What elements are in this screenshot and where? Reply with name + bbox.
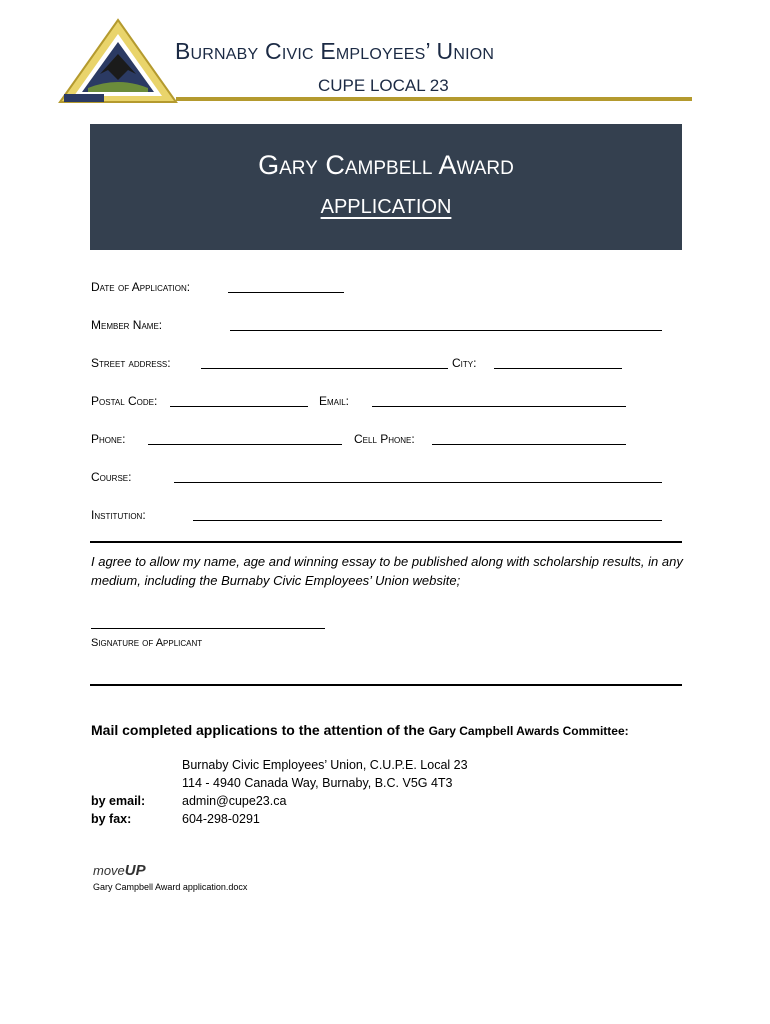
address-line-1: Burnaby Civic Employees’ Union, C.U.P.E. Local 23 <box>182 758 468 772</box>
street-address-field[interactable] <box>201 368 448 369</box>
date-label: Date of Application: <box>91 280 191 294</box>
member-name-label: Member Name: <box>91 318 163 332</box>
city-field[interactable] <box>494 368 622 369</box>
postal-code-field[interactable] <box>170 406 308 407</box>
email-field[interactable] <box>372 406 626 407</box>
section-divider <box>90 684 682 686</box>
course-label: Course: <box>91 470 132 484</box>
title-band <box>90 124 682 250</box>
mail-instructions <box>91 722 629 738</box>
org-local: CUPE LOCAL 23 <box>318 76 449 95</box>
email-label: Email: <box>319 394 350 408</box>
logo-emblem <box>58 18 178 104</box>
course-field[interactable] <box>174 482 662 483</box>
form-title: Gary Campbell Award <box>258 150 514 180</box>
by-fax-label: by fax: <box>91 812 132 826</box>
signature-field[interactable] <box>91 628 325 629</box>
cell-phone-label: Cell Phone: <box>354 432 415 446</box>
institution-label: Institution: <box>91 508 146 522</box>
institution-field[interactable] <box>193 520 662 521</box>
header-rule <box>176 97 692 101</box>
mail-heading: Mail completed applications to the attention of the <box>91 722 425 738</box>
street-address-label: Street address: <box>91 356 171 370</box>
phone-label: Phone: <box>91 432 126 446</box>
moveup-logo-light: move <box>93 863 125 878</box>
section-divider <box>90 541 682 543</box>
union-logo <box>58 18 178 104</box>
committee-name: Gary Campbell Awards Committee: <box>428 724 629 738</box>
org-name: Burnaby Civic Employees’ Union <box>175 38 495 64</box>
moveup-logo-bold: UP <box>124 862 146 879</box>
address-line-2: 114 - 4940 Canada Way, Burnaby, B.C. V5G 4T3 <box>182 776 453 790</box>
form-subtitle: APPLICATION <box>320 196 452 218</box>
postal-code-label: Postal Code: <box>91 394 158 408</box>
by-email-label: by email: <box>91 794 146 808</box>
contact-fax: 604-298-0291 <box>182 812 260 826</box>
city-label: City: <box>452 356 477 370</box>
contact-email[interactable]: admin@cupe23.ca <box>182 794 287 808</box>
document-filename: Gary Campbell Award application.docx <box>93 882 248 892</box>
consent-statement: I agree to allow my name, age and winning essay to be published along with scholarship results, in any medium, including the Burnaby Civic Employees’ Union website; <box>91 554 683 588</box>
signature-label: Signature of Applicant <box>91 637 203 649</box>
moveup-logo <box>93 862 146 879</box>
cell-phone-field[interactable] <box>432 444 626 445</box>
date-field[interactable] <box>228 292 344 293</box>
phone-field[interactable] <box>148 444 342 445</box>
member-name-field[interactable] <box>230 330 662 331</box>
